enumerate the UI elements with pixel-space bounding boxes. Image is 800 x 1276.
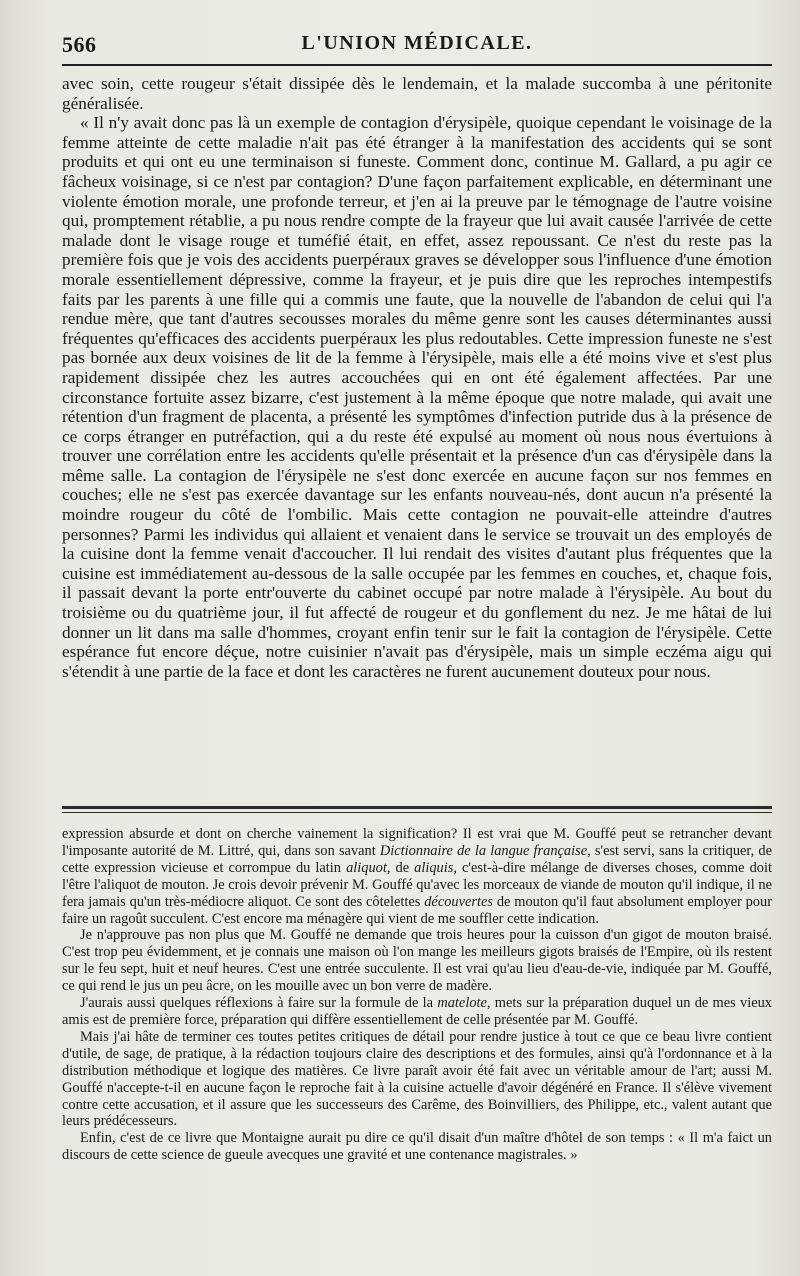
main-paragraph: « Il n'y avait donc pas là un exemple de contagion d'érysipèle, quoique cependant le voisinage de la femme atteinte de cette maladie n'ait pas été étranger à la manifestation des accidents qui se sont produits et qui ont eu une terminaison si funeste. Comment donc, continue M. Gallard, a pu agir ce fâcheux voisinage, si ce n'est par contagion? D'une façon parfaitement explicable, en déterminant une violente émotion morale, une profonde terreur, et j'en ai la preuve par le témognage de l'autre voisine qui, promptement rétablie, a pu nous rendre compte de la frayeur que lui avait causée l'arrivée de cette malade dont le visage rouge et tuméfié était, en effet, assez repoussant. Ce n'est du reste pas la première fois que je vois des accidents puerpéraux graves se développer sous l'influence d'une émotion morale essentiellement dépressive, comme la frayeur, et je puis dire que les reproches intempestifs faits par les parents à une fille qui a commis une faute, que la nouvelle de l'abandon de celui qui l'a rendue mère, que tant d'autres secousses morales du même genre sont les causes déterminantes aussi fréquentes qu'efficaces des accidents puerpéraux les plus redoutables. Cette impression funeste ne s'est pas bornée aux deux voisines de lit de la femme à l'érysipèle, mais elle a été moins vive et s'est plus rapidement dissipée chez les autres accouchées qui en ont été également affectées. Par une circonstance fortuite assez bizarre, c'est justement à la même époque que notre malade, qui avait une rétention d'un fragment de placenta, a présenté les symptômes d'infection putride dus à la présence de ce corps étranger en putréfaction, qui a du reste été expulsé au moment où nous nous évertuions à trouver une corrélation entre les accidents qu'elle présentait et la présence d'un cas d'érysipèle dans la même salle. La contagion de l'érysipèle ne s'est donc exercée en aucune façon sur nos femmes en couches; elle ne s'est pas exercée davantage sur les enfants nouveau-nés, dont aucun n'a présenté la moindre rougeur du côté de l'ombilic. Mais cette contagion ne pouvait-elle atteindre d'autres personnes? Parmi les individus qui allaient et venaient dans le service se trouvait un des employés de la cuisine dont la femme venait d'accoucher. Il lui rendait des visites d'autant plus fréquentes que la cuisine est immédiatement au-dessous de la salle occupée par les femmes en couches, et, chaque fois, il passait devant la porte entr'ouverte du cabinet occupé par notre malade à l'érysipèle. Au bout du troisième ou du quatrième jour, il fut affecté de rougeur et du gonflement du nez. Je me hâtai de lui donner un lit dans ma salle d'hommes, croyant enfin tenir sur le fait la contagion de l'érysipèle. Cette espérance fut encore déçue, notre cuisinier n'avait pas d'érysipèle, mais un simple eczéma aigu qui s'étendit à une partie de la face et dont les caractères ne furent aucunement douteux pour nous. [62, 113, 772, 681]
main-text [62, 74, 772, 681]
divider-rule-thin [62, 812, 772, 813]
running-title: L'UNION MÉDICALE. [301, 32, 533, 54]
footnote-italic: aliquis [414, 859, 454, 876]
divider-rule-thick [62, 806, 772, 809]
footnote-italic: aliquot [346, 859, 387, 876]
footnote-italic: découvertes [424, 893, 493, 910]
footnote-text: , s'est servi, sans la critiquer, de cette expression vicieuse et corrompue du latin [62, 842, 773, 876]
footnote-italic: Dictionnaire de la langue française [379, 842, 588, 859]
footnote-paragraph [62, 995, 772, 1029]
footnote-text: J'aurais aussi quelques réflexions à faire sur la formule de la [80, 995, 438, 1012]
footnote-paragraph: Enfin, c'est de ce livre que Montaigne aurait pu dire ce qu'il disait d'un maître d'hôtel de son temps : « Il m'a faict un discours de cette science de gueule avecques une gravité et une contenance magistrales. » [62, 1130, 772, 1164]
header-rule [62, 64, 772, 66]
footnote-text: expression absurde et dont on cherche vainement la signification? Il est vrai que M. Gouffé peut se retrancher devant l'imposante autorité de M. Littré, qui, dans son savant [62, 826, 772, 859]
footnote-paragraph: Mais j'ai hâte de terminer ces toutes petites critiques de détail pour rendre justice à tout ce que ce beau livre contient d'utile, de sage, de pratique, à la rédaction toujours claire des descriptions et des formules, ainsi qu'à l'ordonnance et à la distribution méthodique et logique des matières. Ce livre paraît avoir été fait avec un véritable amour de l'art; aussi M. Gouffé n'accepte-t-il en aucune façon le reproche fait à la cuisine actuelle d'avoir dégénéré en France. Il s'élève vivement contre cette accusation, et il assure que les successeurs des Carême, des Boinvilliers, des Philippe, etc., valent autant que leurs prédécesseurs. [62, 1028, 772, 1130]
page-number: 566 [62, 32, 97, 57]
main-paragraph: avec soin, cette rougeur s'était dissipée dès le lendemain, et la malade succomba à une péritonite généralisée. [62, 74, 772, 113]
footnote-text: , de [386, 859, 415, 876]
footnote-text: , c'est-à-dire mélange de diverses choses, comme doit l'être l'aliquot de mouton. Je crois devoir prévenir M. Gouffé qu'avec les morceaux de viande de mouton qu'il indique, il ne fera jamais qu'un très-médiocre aliquot. Ce sont des côtelettes [62, 859, 772, 910]
footnote-paragraph [62, 826, 772, 927]
footnote-paragraph: Je n'approuve pas non plus que M. Gouffé ne demande que trois heures pour la cuisson d'un gigot de mouton braisé. C'est trop peu évidemment, et je connais une maison où l'on mange les meilleurs gigots braisés de l'Empire, où ils restent sur le feu sept, huit et neuf heures. C'est une entrée succulente. Il est vrai qu'au lieu d'eau-de-vie, indiquée par M. Gouffé, ce qui rend le jus un peu âcre, on les mouille avec un bon verre de madère. [62, 927, 772, 995]
page-header [62, 28, 772, 62]
footnote-italic: matelote [437, 995, 487, 1012]
footnote-divider [62, 806, 772, 816]
footnote-text: , mets sur la préparation duquel un de mes vieux amis est de première force, préparation qui diffère essentiellement de celle présentée par M. Gouffé. [62, 995, 772, 1028]
footnote-text: de mouton qu'il faut absolument employer pour faire un ragoût succulent. C'est encore ma ménagère qui vient de me souffler cette indication. [62, 893, 772, 927]
footnote [62, 826, 772, 1164]
